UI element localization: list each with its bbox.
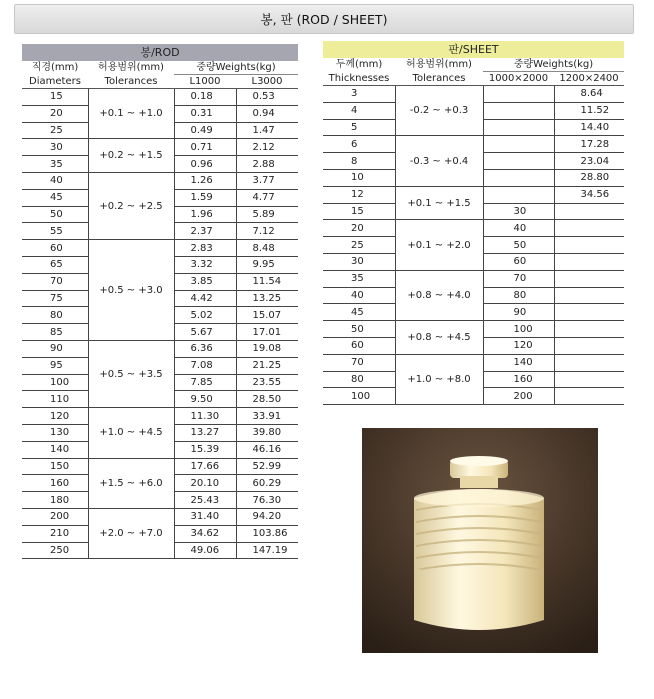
- diameter-cell: 65: [22, 256, 88, 273]
- weight-1200x2400-cell: [554, 388, 624, 405]
- weight-l1000-cell: 49.06: [174, 542, 236, 559]
- weight-1200x2400-cell: 34.56: [554, 186, 624, 203]
- weight-l3000-cell: 23.55: [236, 374, 298, 391]
- diameter-cell: 60: [22, 240, 88, 257]
- thickness-cell: 70: [323, 354, 395, 371]
- diameter-cell: 35: [22, 156, 88, 173]
- diameter-cell: 55: [22, 223, 88, 240]
- weight-l3000-cell: 60.29: [236, 475, 298, 492]
- weight-l1000-cell: 13.27: [174, 424, 236, 441]
- weight-1200x2400-cell: 8.64: [554, 86, 624, 103]
- weight-l3000-cell: 103.86: [236, 525, 298, 542]
- weight-1200x2400-cell: [554, 321, 624, 338]
- diameter-cell: 45: [22, 189, 88, 206]
- sheet-caption: 판/SHEET: [323, 41, 624, 58]
- weight-1000x2000-cell: 50: [483, 237, 554, 254]
- thickness-cell: 80: [323, 371, 395, 388]
- table-row: [22, 340, 298, 357]
- weight-1000x2000-cell: 140: [483, 354, 554, 371]
- thickness-cell: 45: [323, 304, 395, 321]
- sheet-tolerance-cell: +0.1 ~ +2.0: [395, 220, 483, 270]
- weight-l1000-cell: 6.36: [174, 340, 236, 357]
- weight-1000x2000-cell: [483, 186, 554, 203]
- weight-1000x2000-cell: 100: [483, 321, 554, 338]
- diameter-cell: 95: [22, 357, 88, 374]
- rod-caption: 봉/ROD: [22, 44, 298, 61]
- diameter-cell: 180: [22, 492, 88, 509]
- thickness-cell: 35: [323, 270, 395, 287]
- weight-l3000-cell: 39.80: [236, 424, 298, 441]
- thickness-cell: 60: [323, 337, 395, 354]
- thickness-cell: 6: [323, 136, 395, 153]
- weight-l3000-cell: 2.88: [236, 156, 298, 173]
- weight-l1000-cell: 0.96: [174, 156, 236, 173]
- weight-1000x2000-cell: [483, 102, 554, 119]
- weight-l3000-cell: 9.95: [236, 256, 298, 273]
- table-row: [22, 240, 298, 257]
- weight-l3000-cell: 0.53: [236, 89, 298, 106]
- weight-l3000-cell: 7.12: [236, 223, 298, 240]
- tolerance-cell: +0.2 ~ +1.5: [88, 139, 174, 173]
- weight-l3000-cell: 15.07: [236, 307, 298, 324]
- weight-l1000-cell: 1.59: [174, 189, 236, 206]
- diameter-cell: 30: [22, 139, 88, 156]
- table-row: [22, 508, 298, 525]
- sheet-weights-header: 중량Weights(kg): [483, 58, 624, 72]
- weight-l3000-cell: 33.91: [236, 408, 298, 425]
- weight-1200x2400-cell: 28.80: [554, 169, 624, 186]
- tolerance-header-en: Tolerances: [88, 75, 174, 89]
- weight-l1000-cell: 34.62: [174, 525, 236, 542]
- weight-l3000-cell: 3.77: [236, 172, 298, 189]
- thickness-cell: 25: [323, 237, 395, 254]
- weight-l1000-cell: 5.02: [174, 307, 236, 324]
- weight-l1000-cell: 7.85: [174, 374, 236, 391]
- diameter-cell: 160: [22, 475, 88, 492]
- tolerance-cell: +0.5 ~ +3.0: [88, 240, 174, 341]
- weight-l3000-cell: 147.19: [236, 542, 298, 559]
- weight-1200x2400-cell: 14.40: [554, 119, 624, 136]
- sheet-tolerance-header-en: Tolerances: [395, 72, 483, 86]
- weights-header: 중량Weights(kg): [174, 61, 298, 75]
- diameter-cell: 85: [22, 324, 88, 341]
- weight-1000x2000-cell: 90: [483, 304, 554, 321]
- weight-1200x2400-cell: 11.52: [554, 102, 624, 119]
- diameter-cell: 90: [22, 340, 88, 357]
- weight-l3000-cell: 28.50: [236, 391, 298, 408]
- sheet-tolerance-cell: +0.8 ~ +4.5: [395, 321, 483, 355]
- tolerance-cell: +1.0 ~ +4.5: [88, 408, 174, 458]
- tolerance-cell: +0.2 ~ +2.5: [88, 172, 174, 239]
- thickness-cell: 100: [323, 388, 395, 405]
- weight-1000x2000-cell: [483, 169, 554, 186]
- weight-l3000-cell: 52.99: [236, 458, 298, 475]
- weight-l1000-cell: 9.50: [174, 391, 236, 408]
- thickness-cell: 3: [323, 86, 395, 103]
- weight-1000x2000-cell: 60: [483, 253, 554, 270]
- diameter-cell: 130: [22, 424, 88, 441]
- weight-l1000-cell: 1.96: [174, 206, 236, 223]
- page-title: 봉, 판 (ROD / SHEET): [14, 4, 634, 34]
- weight-l3000-cell: 21.25: [236, 357, 298, 374]
- diameter-cell: 20: [22, 105, 88, 122]
- weight-1200x2400-cell: [554, 287, 624, 304]
- tolerance-cell: +0.1 ~ +1.0: [88, 89, 174, 139]
- weight-l1000-cell: 17.66: [174, 458, 236, 475]
- weight-l3000-cell: 5.89: [236, 206, 298, 223]
- diameter-cell: 200: [22, 508, 88, 525]
- table-row: [323, 136, 624, 153]
- diameter-cell: 150: [22, 458, 88, 475]
- table-row: [22, 408, 298, 425]
- weight-l1000-cell: 0.18: [174, 89, 236, 106]
- table-row: [323, 321, 624, 338]
- weight-l3000-cell: 11.54: [236, 273, 298, 290]
- weight-1000x2000-cell: [483, 119, 554, 136]
- diameter-cell: 40: [22, 172, 88, 189]
- weight-1000x2000-cell: 80: [483, 287, 554, 304]
- diameter-cell: 100: [22, 374, 88, 391]
- thickness-cell: 4: [323, 102, 395, 119]
- weight-l1000-cell: 20.10: [174, 475, 236, 492]
- weight-1000x2000-cell: [483, 136, 554, 153]
- weight-l1000-cell: 2.37: [174, 223, 236, 240]
- tolerance-header-ko: 허용범위(mm): [98, 62, 164, 74]
- weight-1200x2400-cell: 23.04: [554, 153, 624, 170]
- table-row: [323, 86, 624, 103]
- weight-l3000-cell: 17.01: [236, 324, 298, 341]
- weight-1000x2000-cell: 160: [483, 371, 554, 388]
- sheet-tolerance-cell: -0.2 ~ +0.3: [395, 86, 483, 136]
- thickness-header-en: Thicknesses: [323, 72, 395, 86]
- sheet-tolerance-cell: +0.8 ~ +4.0: [395, 270, 483, 320]
- table-row: [323, 270, 624, 287]
- table-row: [323, 354, 624, 371]
- weight-1200x2400-cell: [554, 270, 624, 287]
- weight-1200x2400-cell: [554, 253, 624, 270]
- weight-l1000-cell: 4.42: [174, 290, 236, 307]
- thickness-cell: 12: [323, 186, 395, 203]
- thickness-cell: 40: [323, 287, 395, 304]
- weight-l1000-cell: 15.39: [174, 441, 236, 458]
- weight-1000x2000-cell: [483, 86, 554, 103]
- diameter-cell: 70: [22, 273, 88, 290]
- diameter-cell: 210: [22, 525, 88, 542]
- sheet-tolerance-header-ko: 허용범위(mm): [406, 59, 472, 71]
- diameter-cell: 75: [22, 290, 88, 307]
- diameter-cell: 50: [22, 206, 88, 223]
- diameter-cell: 110: [22, 391, 88, 408]
- weight-l3000-cell: 2.12: [236, 139, 298, 156]
- weight-l1000-cell: 0.49: [174, 122, 236, 139]
- table-row: [22, 139, 298, 156]
- weight-1000x2000-cell: [483, 153, 554, 170]
- thickness-cell: 50: [323, 321, 395, 338]
- sheet-tolerance-cell: -0.3 ~ +0.4: [395, 136, 483, 186]
- weight-1200x2400-cell: [554, 203, 624, 220]
- weight-l3000-cell: 13.25: [236, 290, 298, 307]
- weight-l1000-cell: 1.26: [174, 172, 236, 189]
- tolerance-cell: +2.0 ~ +7.0: [88, 508, 174, 558]
- thickness-cell: 10: [323, 169, 395, 186]
- thickness-cell: 30: [323, 253, 395, 270]
- size-1200x2400-header: 1200×2400: [554, 72, 624, 86]
- weight-1200x2400-cell: [554, 371, 624, 388]
- weight-1200x2400-cell: 17.28: [554, 136, 624, 153]
- weight-1000x2000-cell: 30: [483, 203, 554, 220]
- weight-l1000-cell: 11.30: [174, 408, 236, 425]
- tolerance-cell: +0.5 ~ +3.5: [88, 340, 174, 407]
- diameter-header-ko: 직경(mm): [31, 62, 79, 74]
- thickness-cell: 15: [323, 203, 395, 220]
- size-1000x2000-header: 1000×2000: [483, 72, 554, 86]
- l1000-header: L1000: [174, 75, 236, 89]
- l3000-header: L3000: [236, 75, 298, 89]
- sheet-tolerance-cell: +0.1 ~ +1.5: [395, 186, 483, 220]
- rod-table: [22, 44, 298, 559]
- diameter-cell: 250: [22, 542, 88, 559]
- diameter-cell: 25: [22, 122, 88, 139]
- thickness-cell: 5: [323, 119, 395, 136]
- weight-l1000-cell: 25.43: [174, 492, 236, 509]
- weight-l3000-cell: 46.16: [236, 441, 298, 458]
- sheet-tolerance-cell: +1.0 ~ +8.0: [395, 354, 483, 404]
- thickness-cell: 8: [323, 153, 395, 170]
- weight-l1000-cell: 2.83: [174, 240, 236, 257]
- weight-1200x2400-cell: [554, 304, 624, 321]
- weight-1200x2400-cell: [554, 220, 624, 237]
- table-row: [22, 172, 298, 189]
- table-row: [323, 186, 624, 203]
- weight-1200x2400-cell: [554, 354, 624, 371]
- table-row: [22, 89, 298, 106]
- weight-l3000-cell: 94.20: [236, 508, 298, 525]
- diameter-cell: 80: [22, 307, 88, 324]
- weight-1200x2400-cell: [554, 237, 624, 254]
- weight-l3000-cell: 0.94: [236, 105, 298, 122]
- diameter-cell: 120: [22, 408, 88, 425]
- weight-l3000-cell: 1.47: [236, 122, 298, 139]
- threaded-part-image: [362, 428, 598, 653]
- product-photo: [362, 428, 598, 653]
- weight-1200x2400-cell: [554, 337, 624, 354]
- table-row: [22, 458, 298, 475]
- weight-l1000-cell: 5.67: [174, 324, 236, 341]
- sheet-table: [323, 41, 624, 405]
- weight-l3000-cell: 4.77: [236, 189, 298, 206]
- weight-1000x2000-cell: 70: [483, 270, 554, 287]
- thickness-header-ko: 두께(mm): [335, 59, 383, 71]
- weight-l3000-cell: 19.08: [236, 340, 298, 357]
- table-row: [323, 220, 624, 237]
- weight-l1000-cell: 0.31: [174, 105, 236, 122]
- diameter-header-en: Diameters: [22, 75, 88, 89]
- diameter-cell: 15: [22, 89, 88, 106]
- weight-l3000-cell: 8.48: [236, 240, 298, 257]
- weight-l1000-cell: 3.32: [174, 256, 236, 273]
- weight-1000x2000-cell: 40: [483, 220, 554, 237]
- tolerance-cell: +1.5 ~ +6.0: [88, 458, 174, 508]
- weight-l1000-cell: 0.71: [174, 139, 236, 156]
- weight-l1000-cell: 7.08: [174, 357, 236, 374]
- weight-l1000-cell: 3.85: [174, 273, 236, 290]
- thickness-cell: 20: [323, 220, 395, 237]
- weight-1000x2000-cell: 200: [483, 388, 554, 405]
- diameter-cell: 140: [22, 441, 88, 458]
- weight-l3000-cell: 76.30: [236, 492, 298, 509]
- weight-l1000-cell: 31.40: [174, 508, 236, 525]
- weight-1000x2000-cell: 120: [483, 337, 554, 354]
